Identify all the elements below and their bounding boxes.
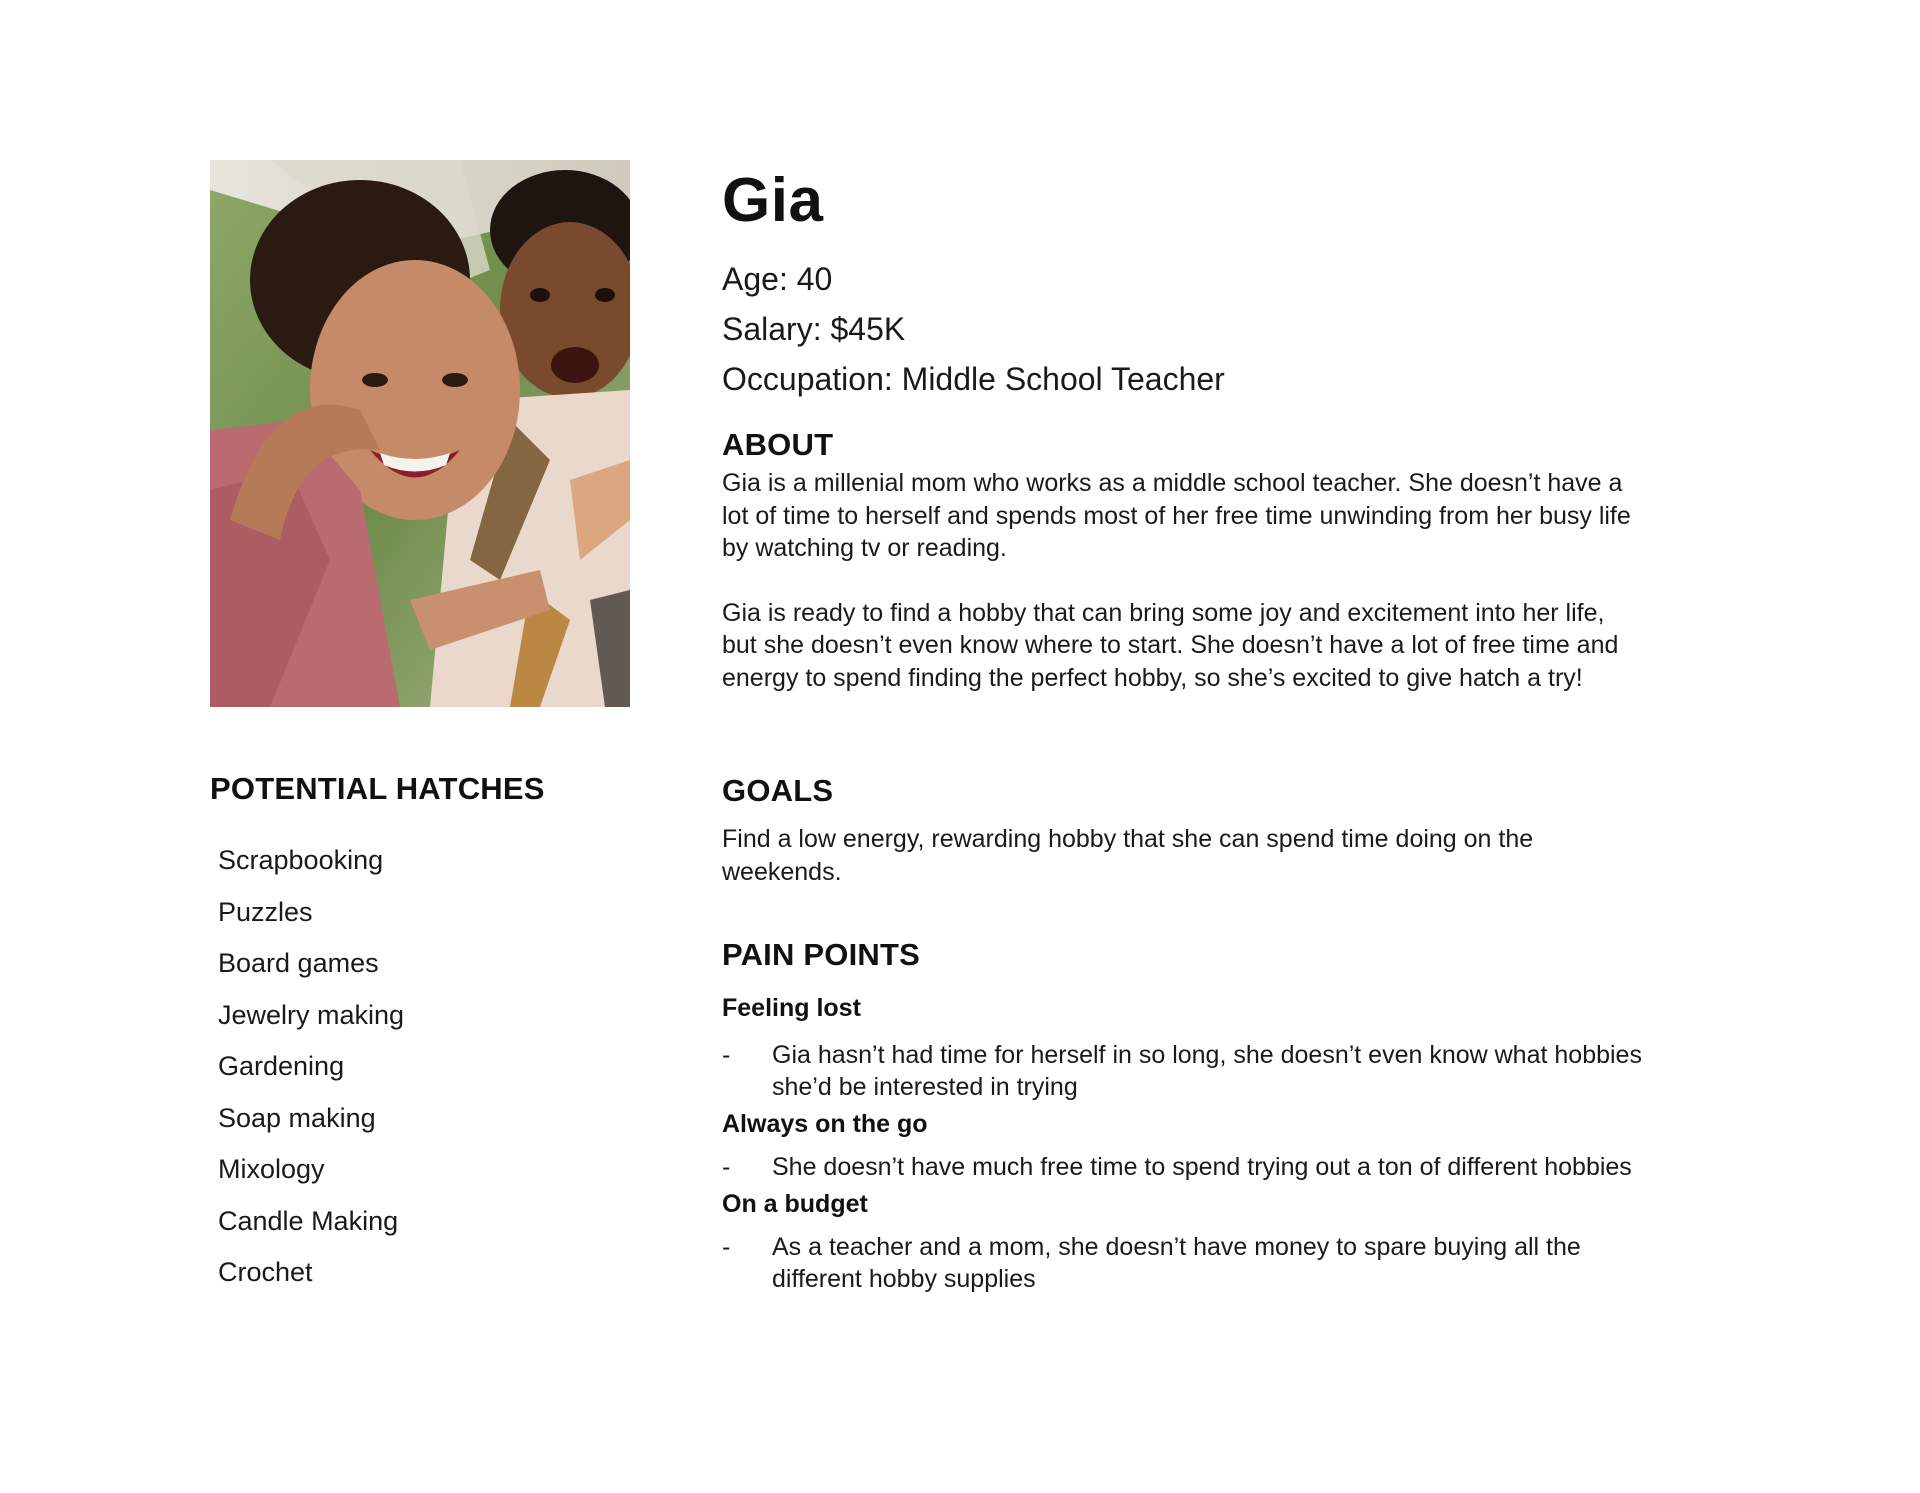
list-item: Candle Making [218, 1205, 399, 1236]
photo-illustration [210, 160, 630, 707]
persona-photo [210, 160, 630, 707]
about-paragraph: Gia is ready to find a hobby that can bring some joy and excitement into her life, but she doesn’t even know where to start. She doesn’t have a lot of free time and energy to spend finding the perfect hobby, so she’s excited to give hatch a try! [722, 598, 1619, 692]
pain-point-title: Feeling lost [722, 994, 861, 1023]
goals-text: Find a low energy, rewarding hobby that she can spend time doing on the weekends. [722, 825, 1534, 886]
goals-section [722, 772, 1642, 888]
dash-bullet: - [722, 1041, 731, 1070]
about-heading: ABOUT [722, 427, 834, 462]
goals-heading: GOALS [722, 773, 834, 808]
hatch-list [210, 835, 650, 1299]
pain-point-title: Always on the go [722, 1110, 928, 1139]
persona-age: Age: 40 [722, 261, 833, 297]
pain-point-text: Gia hasn’t had time for herself in so long, she doesn’t even know what hobbies she’d be interested in trying [772, 1041, 1642, 1102]
list-item: Board games [218, 948, 379, 979]
persona-details [722, 160, 1642, 1294]
list-item: Soap making [218, 1102, 376, 1133]
pain-point-text: As a teacher and a mom, she doesn’t have money to spare buying all the different hobby supplies [772, 1233, 1581, 1294]
pain-point-text: She doesn’t have much free time to spend trying out a ton of different hobbies [772, 1153, 1632, 1182]
persona-salary: Salary: $45K [722, 311, 906, 347]
list-item: Mixology [218, 1154, 325, 1185]
pain-point [722, 991, 1642, 1103]
pain-point-item [722, 1151, 1642, 1183]
pain-points-section [722, 936, 1642, 1299]
pain-points-heading: PAIN POINTS [722, 937, 920, 972]
list-item: Jewelry making [218, 999, 405, 1030]
pain-point [722, 1187, 1642, 1295]
persona-name: Gia [722, 166, 824, 235]
about-section [722, 426, 1642, 694]
dash-bullet: - [722, 1153, 731, 1182]
about-paragraph: Gia is a millenial mom who works as a middle school teacher. She doesn’t have a lot of time to herself and spends most of her free time unwinding from her busy life by watching tv or reading. [722, 469, 1631, 563]
list-item: Puzzles [218, 896, 313, 927]
persona-occupation: Occupation: Middle School Teacher [722, 361, 1225, 397]
pain-point-item [722, 1231, 1642, 1295]
list-item: Gardening [218, 1051, 345, 1082]
pain-point-title: On a budget [722, 1190, 868, 1219]
dash-bullet: - [722, 1233, 731, 1262]
list-item: Crochet [218, 1257, 313, 1288]
list-item: Scrapbooking [218, 845, 384, 876]
potential-hatches-section [210, 770, 650, 1299]
pain-point [722, 1107, 1642, 1183]
pain-point-item [722, 1039, 1642, 1103]
potential-hatches-heading: POTENTIAL HATCHES [210, 771, 545, 806]
